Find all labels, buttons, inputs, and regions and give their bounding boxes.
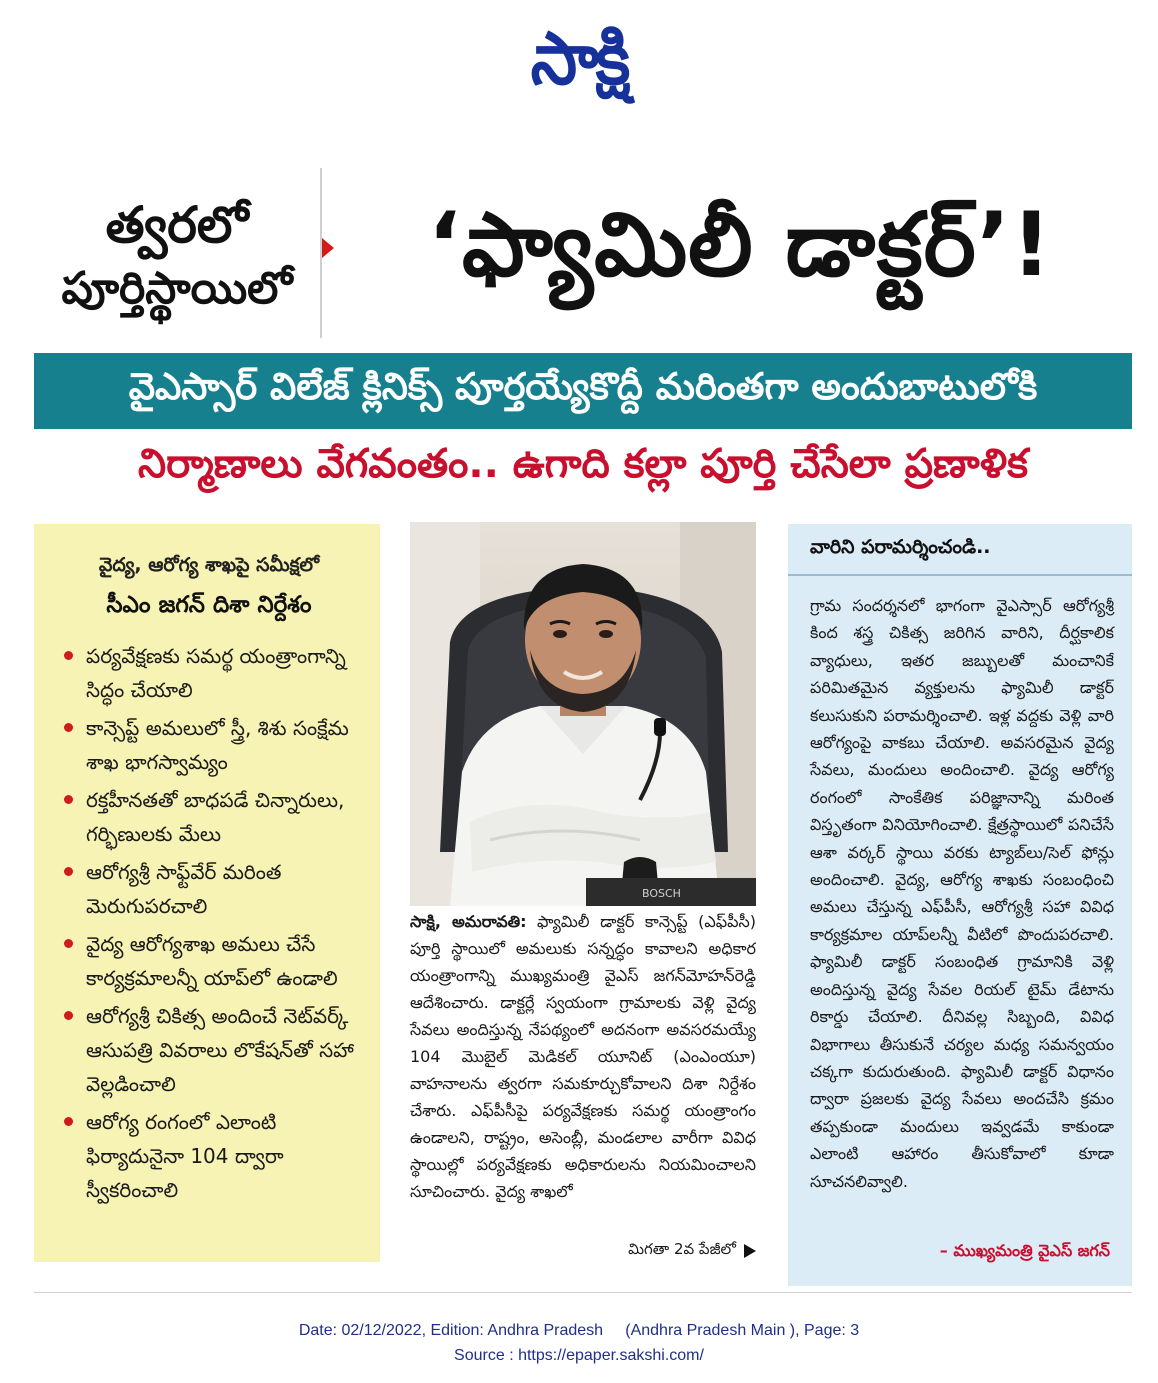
bullet-dot-icon: [64, 1117, 73, 1126]
highlight-item: [58, 999, 360, 1101]
continued-text: మిగతా 2వ పేజీలో: [628, 1240, 736, 1258]
bullet-dot-icon: [64, 939, 73, 948]
highlight-text: వైద్య ఆరోగ్యశాఖ అమలు చేసే కార్యక్రమాలన్నీ యాప్‌లో ఉండాలి: [86, 931, 338, 990]
bullet-dot-icon: [64, 1011, 73, 1020]
highlights-box: [34, 524, 380, 1262]
portrait-illustration: [410, 522, 756, 906]
footer: [0, 1318, 1158, 1368]
red-arrow-icon: [322, 238, 334, 258]
footer-source-line[interactable]: Source : https://epaper.sakshi.com/: [454, 1347, 704, 1364]
kicker-line-2: పూర్తిస్థాయిలో: [61, 263, 293, 315]
headline-row: [34, 162, 1134, 348]
highlight-item: [58, 783, 360, 851]
sidebar-body: గ్రామ సందర్శనలో భాగంగా వైఎస్సార్ ఆరోగ్యశ్రీ కింద శస్త్ర చికిత్స జరిగిన వారిని, దీర్ఘకాలిక వ్యాధులు, ఇతర జబ్బులతో మంచానికే పరిమితమైన వ్యక్తులను ఫ్యామిలీ డాక్టర్ కలుసుకుని పరామర్శించాలి. ఇళ్ల వద్దకు వెళ్లి వారి ఆరోగ్యంపై వాకబు చేయాలి. అవసరమైన వైద్య సేవలు, మందులు అందించాలి. వైద్య ఆరోగ్య రంగంలో సాంకేతిక పరిజ్ఞానాన్ని మరింత విస్తృతంగా వినియోగించాలి. క్షేత్రస్థాయిలో పనిచేసే ఆశా వర్కర్ స్థాయి వరకు ట్యాబ్‌లు/సెల్ ఫోన్లు అందించాలి. వైద్య, ఆరోగ్య శాఖకు సంబంధించి అమలు చేస్తున్న ఎఫ్‌పీసీ, ఆరోగ్యశ్రీ సహా వివిధ కార్యక్రమాల యాప్‌లన్నీ వీటిలో పొందుపరచాలి. ఫ్యామిలీ డాక్టర్ సంబంధిత గ్రామానికి వెళ్లి అందిస్తున్న వైద్య సేవల రియల్ టైమ్ డేటాను రికార్డు చేయాలి. దీనివల్ల సిబ్బంది, వివిధ విభాగాలు తీసుకునే చర్యల మధ్య సమన్వయం చక్కగా కుదురుతుంది. ఫ్యామిలీ డాక్టర్ విధానం ద్వారా ప్రజలకు వైద్య సేవలు అందచేసి క్రమం తప్పకుండా మందులు ఇవ్వడమే కాకుండా ఎలాంటి ఆహారం తీసుకోవాలో కూడా సూచనలివ్వాలి.: [810, 596, 1114, 1191]
highlights-title: సీఎం జగన్ దిశా నిర్దేశం: [106, 591, 312, 618]
teal-banner: వైఎస్సార్ విలేజ్ క్లినిక్స్ పూర్తయ్యేకొద్దీ మరింతగా అందుబాటులోకి: [34, 353, 1132, 429]
masthead: [0, 0, 1158, 135]
bullet-dot-icon: [64, 651, 73, 660]
cm-photo: [410, 522, 756, 906]
article-text: ఫ్యామిలీ డాక్టర్ కాన్సెప్ట్ (ఎఫ్‌పీసీ) పూర్తి స్థాయిలో అమలుకు సన్నద్ధం కావాలని అధికార యంత్రాంగాన్ని ముఖ్యమంత్రి వైఎస్ జగన్‌మోహన్‌రెడ్డి ఆదేశించారు. డాక్టర్లే స్వయంగా గ్రామాలకు వెళ్లి వైద్య సేవలు అందిస్తున్న నేపథ్యంలో అదనంగా అవసరమయ్యే 104 మొబైల్ మెడికల్ యూనిట్ (ఎంఎంయూ) వాహనాలను త్వరగా సమకూర్చుకోవాలని దిశా నిర్దేశం చేశారు. ఎఫ్‌పీసీపై పర్యవేక్షణకు సమర్థ యంత్రాంగం ఉండాలని, రాష్ట్రం, అసెంబ్లీ, మండలాల వారీగా వివిధ స్థాయిల్లో పర్యవేక్షణకు అధికారులను నియమించాలని సూచించారు. వైద్య శాఖలో: [410, 912, 756, 1201]
play-arrow-icon: [744, 1244, 756, 1258]
mic-brand-label: BOSCH: [642, 887, 681, 900]
kicker-line-1: త్వరలో: [105, 195, 249, 254]
highlight-text: కాన్సెప్ట్ అమలులో స్త్రీ, శిశు సంక్షేమ శాఖ భాగస్వామ్యం: [86, 715, 349, 774]
sidebar-title: వారిని పరామర్శించండి..: [788, 524, 1132, 576]
highlight-text: ఆరోగ్యశ్రీ సాఫ్ట్‌వేర్ మరింత మెరుగుపరచాలి: [86, 859, 282, 918]
highlight-item: [58, 639, 360, 707]
highlight-text: రక్తహీనతతో బాధపడే చిన్నారులు, గర్భిణులకు మేలు: [86, 787, 345, 846]
article-byline: సాక్షి, అమరావతి:: [410, 912, 527, 931]
main-headline: ‘ఫ్యామిలీ డాక్టర్’!: [427, 192, 1053, 296]
headline-kicker: [34, 162, 320, 348]
footer-date-line: Date: 02/12/2022, Edition: Andhra Pradesh (Andhra Pradesh Main ), Page: 3: [298, 1322, 860, 1339]
highlight-item: [58, 855, 360, 923]
sidebar-signature: – ముఖ్యమంత్రి వైఎస్ జగన్: [939, 1241, 1110, 1260]
highlight-text: ఆరోగ్యశ్రీ చికిత్స అందించే నెట్‌వర్క్ ఆసుపత్రి వివరాలు లొకేషన్‌తో సహా వెల్లడించాలి: [86, 1003, 354, 1096]
highlight-item: [58, 1105, 360, 1207]
sidebar-box: [788, 524, 1132, 1286]
highlight-text: పర్యవేక్షణకు సమర్థ యంత్రాంగాన్ని సిద్ధం చేయాలి: [86, 643, 346, 702]
footer-rule: [34, 1292, 1132, 1293]
bullet-dot-icon: [64, 867, 73, 876]
bullet-dot-icon: [64, 723, 73, 732]
bullet-dot-icon: [64, 795, 73, 804]
continued-notice: [600, 1240, 756, 1262]
highlights-list: [58, 639, 360, 1207]
highlights-kicker: వైద్య, ఆరోగ్య శాఖపై సమీక్షలో: [98, 554, 320, 576]
article-body: [410, 908, 756, 1205]
red-subheadline: నిర్మాణాలు వేగవంతం.. ఉగాది కల్లా పూర్తి చేసేలా ప్రణాళిక: [138, 441, 1028, 487]
highlight-item: [58, 711, 360, 779]
sakshi-logo: సాక్షి: [530, 16, 628, 102]
highlight-item: [58, 927, 360, 995]
highlight-text: ఆరోగ్య రంగంలో ఎలాంటి ఫిర్యాదునైనా 104 ద్వారా స్వీకరించాలి: [86, 1109, 284, 1202]
